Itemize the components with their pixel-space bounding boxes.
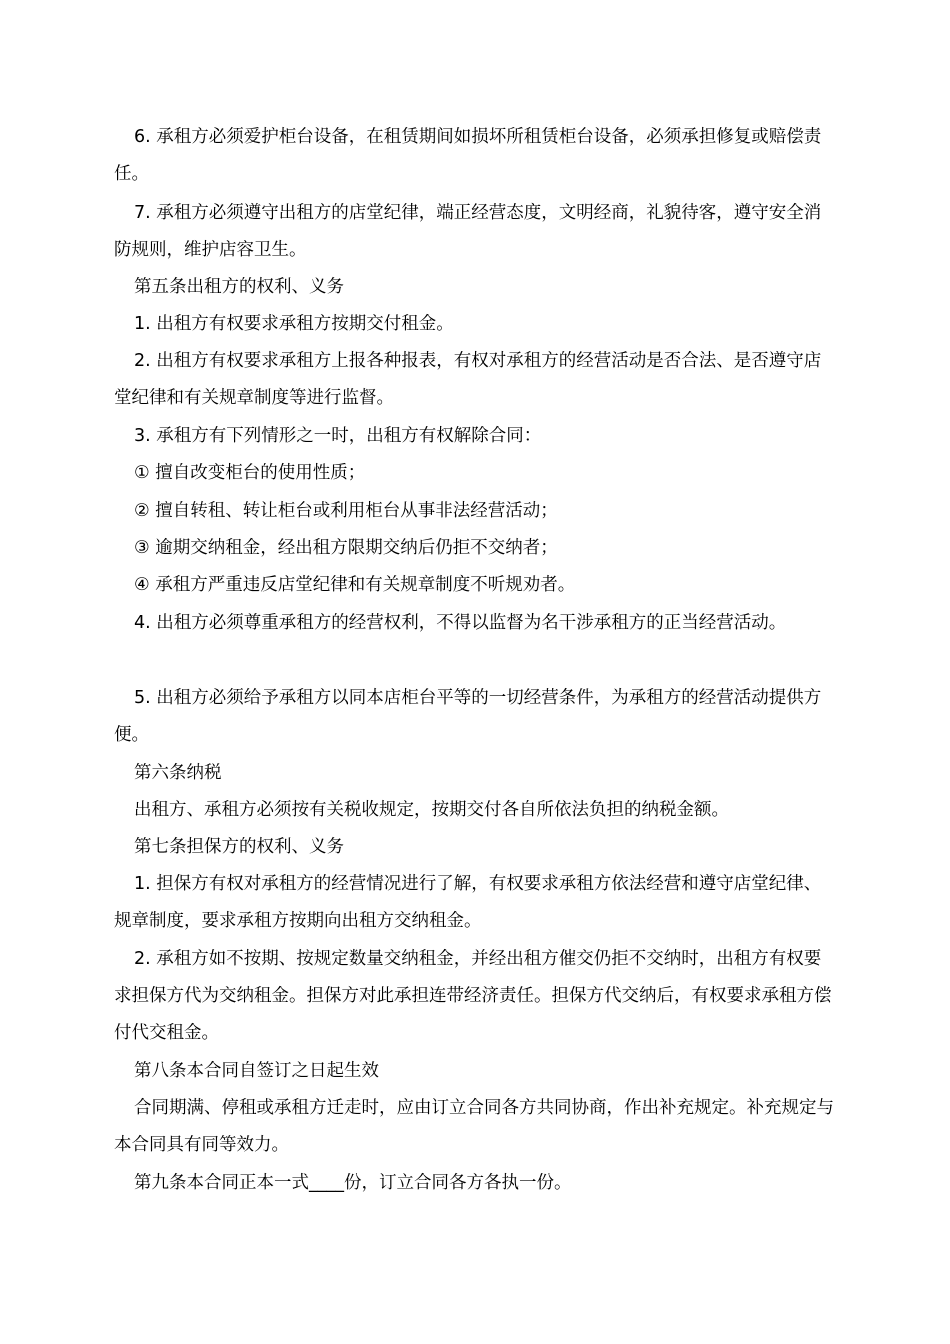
- section-heading-5: 第五条出租方的权利、义务: [134, 277, 344, 297]
- section-heading-8: 第八条本合同自签订之日起生效: [134, 1061, 379, 1081]
- list-item-3: ③ 逾期交纳租金，经出租方限期交纳后仍拒不交纳者；: [134, 538, 558, 558]
- list-item-4: ④ 承租方严重违反店堂纪律和有关规章制度不听规劝者。: [134, 575, 576, 595]
- paragraph-7-2: 2. 承租方如不按期、按规定数量交纳租金，并经出租方催交仍拒不交纳时，出租方有权要求担保方代为交纳租金。担保方对此承担连带经济责任。担保方代交纳后，有权要求承租方偿付代交租金。: [114, 949, 832, 1043]
- paragraph-5-2: 2. 出租方有权要求承租方上报各种报表，有权对承租方的经营活动是否合法、是否遵守店堂纪律和有关规章制度等进行监督。: [114, 351, 822, 408]
- paragraph-5-5: 5. 出租方必须给予承租方以同本店柜台平等的一切经营条件，为承租方的经营活动提供方便。: [114, 688, 822, 745]
- paragraph-5-1: 1. 出租方有权要求承租方按期交付租金。: [134, 314, 454, 334]
- section-heading-7: 第七条担保方的权利、义务: [134, 837, 344, 857]
- section-heading-6: 第六条纳税: [134, 763, 222, 783]
- paragraph-6: 出租方、承租方必须按有关税收规定，按期交付各自所依法负担的纳税金额。: [134, 800, 729, 820]
- section-heading-9: 第九条本合同正本一式____份，订立合同各方各执一份。: [134, 1173, 572, 1193]
- paragraph-clause-6: 6. 承租方必须爱护柜台设备，在租赁期间如损坏所租赁柜台设备，必须承担修复或赔偿责任。: [114, 127, 822, 184]
- paragraph-7-1: 1. 担保方有权对承租方的经营情况进行了解，有权要求承租方依法经营和遵守店堂纪律、规章制度，要求承租方按期向出租方交纳租金。: [114, 874, 822, 931]
- paragraph-clause-7: 7. 承租方必须遵守出租方的店堂纪律，端正经营态度，文明经商，礼貌待客，遵守安全消防规则，维护店容卫生。: [114, 203, 822, 260]
- paragraph-5-4: 4. 出租方必须尊重承租方的经营权利，不得以监督为名干涉承租方的正当经营活动。: [134, 613, 787, 633]
- paragraph-5-3: 3. 承租方有下列情形之一时，出租方有权解除合同：: [134, 426, 542, 446]
- paragraph-8: 合同期满、停租或承租方迁走时，应由订立合同各方共同协商，作出补充规定。补充规定与本合同具有同等效力。: [114, 1098, 834, 1155]
- list-item-1: ① 擅自改变柜台的使用性质；: [134, 463, 366, 483]
- list-item-2: ② 擅自转租、转让柜台或利用柜台从事非法经营活动；: [134, 501, 558, 521]
